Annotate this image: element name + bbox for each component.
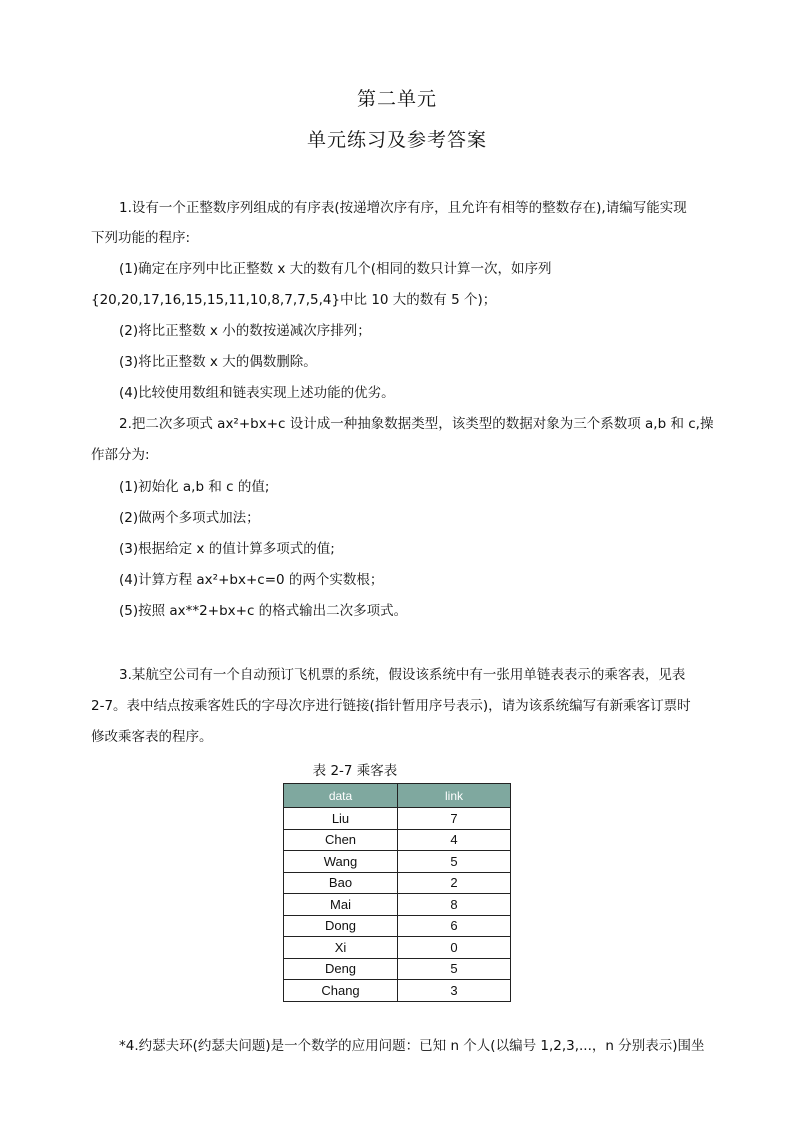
page-subtitle: 单元练习及参考答案 — [306, 129, 487, 151]
cell-data: Mai — [284, 894, 398, 916]
q1-item2: (2)将比正整数 x 小的数按递减次序排列； — [119, 323, 371, 339]
q2-line2: 作部分为: — [91, 447, 150, 463]
table-row — [284, 915, 511, 937]
passenger-table — [283, 783, 511, 1002]
table-row — [284, 980, 511, 1002]
cell-link: 6 — [398, 915, 511, 937]
column-header-link: link — [398, 784, 511, 808]
table-row — [284, 894, 511, 916]
table-row — [284, 958, 511, 980]
cell-data: Wang — [284, 851, 398, 873]
q2-item1: (1)初始化 a,b 和 c 的值; — [119, 479, 270, 495]
cell-link: 7 — [398, 808, 511, 830]
q2-item4: (4)计算方程 ax²+bx+c=0 的两个实数根； — [119, 572, 384, 588]
table-row — [284, 808, 511, 830]
cell-link: 3 — [398, 980, 511, 1002]
cell-data: Deng — [284, 958, 398, 980]
cell-link: 2 — [398, 872, 511, 894]
q2-item2: (2)做两个多项式加法； — [119, 510, 260, 526]
q3-line3: 修改乘客表的程序。 — [91, 729, 213, 745]
q1-item1-line2: {20,20,17,16,15,15,11,10,8,7,7,5,4}中比 10 大的数有 5 个)； — [91, 292, 497, 308]
cell-link: 0 — [398, 937, 511, 959]
cell-link: 5 — [398, 851, 511, 873]
cell-data: Chen — [284, 829, 398, 851]
q2-item5: (5)按照 ax**2+bx+c 的格式输出二次多项式。 — [119, 603, 408, 619]
q4-line1: *4.约瑟夫环(约瑟夫问题)是一个数学的应用问题：已知 n 个人(以编号 1,2,3,...，n 分别表示)围坐 — [119, 1038, 705, 1054]
cell-link: 5 — [398, 958, 511, 980]
column-header-data: data — [284, 784, 398, 808]
table-row — [284, 937, 511, 959]
q1-item3: (3)将比正整数 x 大的偶数删除。 — [119, 354, 317, 370]
cell-link: 4 — [398, 829, 511, 851]
table-row — [284, 829, 511, 851]
unit-title: 第二单元 — [356, 88, 437, 110]
cell-data: Xi — [284, 937, 398, 959]
q1-item1-line1: (1)确定在序列中比正整数 x 大的数有几个(相同的数只计算一次，如序列 — [119, 261, 552, 277]
cell-link: 8 — [398, 894, 511, 916]
cell-data: Dong — [284, 915, 398, 937]
q1-item4: (4)比较使用数组和链表实现上述功能的优劣。 — [119, 385, 395, 401]
cell-data: Chang — [284, 980, 398, 1002]
cell-data: Bao — [284, 872, 398, 894]
q3-line2: 2-7。表中结点按乘客姓氏的字母次序进行链接(指针暂用序号表示)，请为该系统编写有新乘客订票时 — [91, 698, 691, 714]
cell-data: Liu — [284, 808, 398, 830]
table-caption: 表 2-7 乘客表 — [312, 763, 398, 779]
q3-line1: 3.某航空公司有一个自动预订飞机票的系统，假设该系统中有一张用单链表表示的乘客表，见表 — [119, 667, 686, 683]
q2-item3: (3)根据给定 x 的值计算多项式的值; — [119, 541, 335, 557]
q2-line1: 2.把二次多项式 ax²+bx+c 设计成一种抽象数据类型，该类型的数据对象为三个系数项 a,b 和 c,操 — [119, 416, 714, 432]
q1-line1: 1.设有一个正整数序列组成的有序表(按递增次序有序，且允许有相等的整数存在),请编写能实现 — [119, 200, 687, 216]
table-row — [284, 872, 511, 894]
q1-line2: 下列功能的程序: — [91, 230, 191, 246]
table-row — [284, 851, 511, 873]
table-header-row — [284, 784, 511, 808]
